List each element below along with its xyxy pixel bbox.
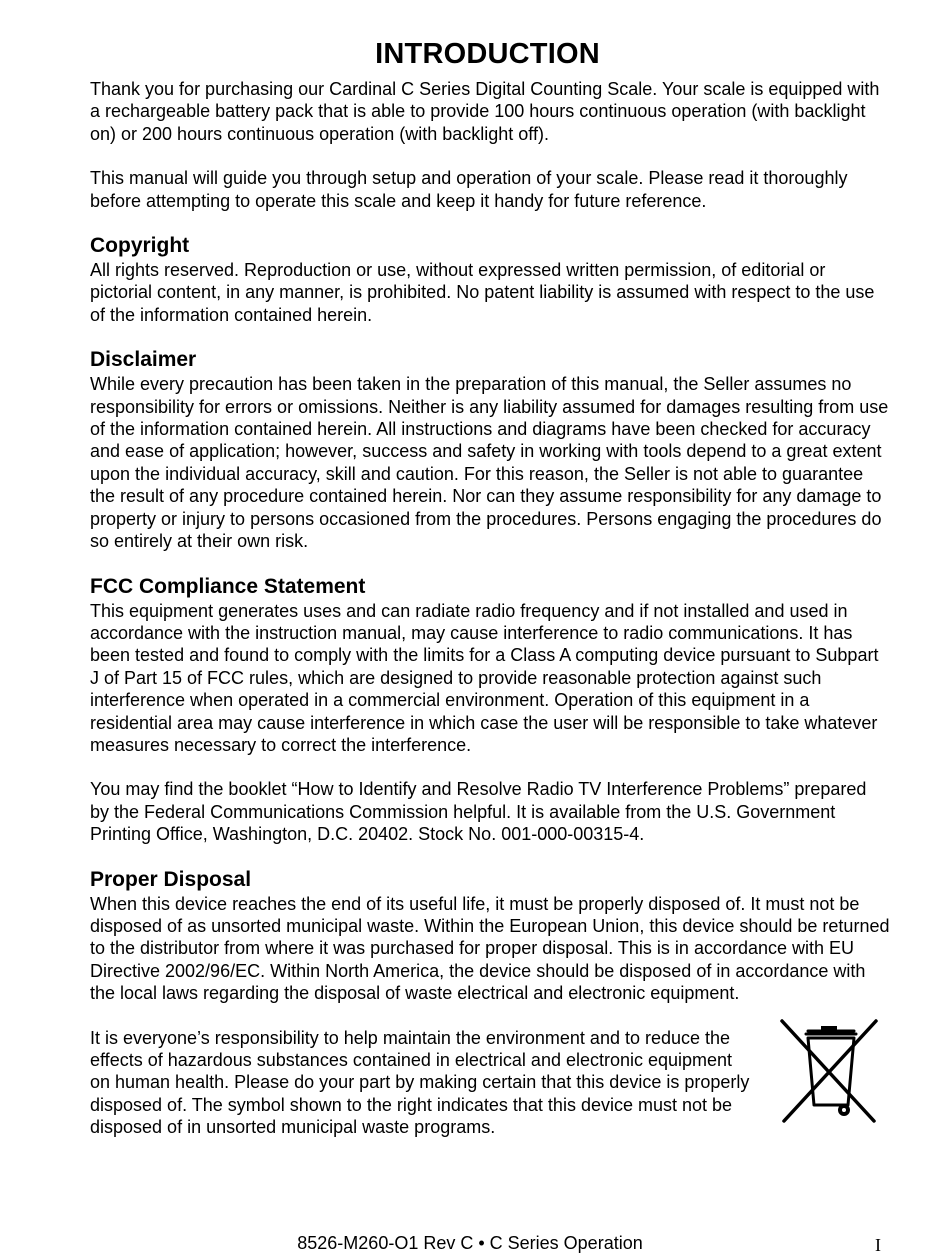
disposal-paragraph-2: It is everyone’s responsibility to help maintain the environment and to reduce the effects of hazardous substances contained in electrical and electronic equipment on human health. Please do your part by making certain that this device is properly disposed of. The symbol shown to the right indicates that this device must not be disposed of in unsorted municipal waste programs.: [90, 1027, 750, 1138]
intro-paragraph-2: This manual will guide you through setup and operation of your scale. Please read it thoroughly before attempting to operate this scale and keep it handy for future reference.: [90, 168, 848, 211]
fcc-paragraph-1: This equipment generates uses and can radiate radio frequency and if not installed and used in accordance with the instruction manual, may cause interference to radio communications. It has been tested and found to comply with the limits for a Class A computing device pursuant to Subpart J of Part 15 of FCC rules, which are designed to provide reasonable protection against such interference when operated in a commercial environment. Operation of this equipment in a residential area may cause interference in which case the user will be responsible to take whatever measures necessary to correct the interference.: [90, 600, 879, 755]
copyright-heading: Copyright: [90, 234, 190, 258]
disclaimer-section: [90, 347, 890, 552]
page-content: [90, 78, 890, 1139]
intro-paragraph-1: Thank you for purchasing our Cardinal C Series Digital Counting Scale. Your scale is equipped with a rechargeable battery pack that is able to provide 100 hours continuous operation (with backlight on) or 200 hours continuous operation (with backlight off).: [90, 79, 880, 144]
disposal-paragraph-1: When this device reaches the end of its useful life, it must be properly disposed of. It must not be disposed of as unsorted municipal waste. Within the European Union, this device should be returned to the distributor from where it was purchased for proper disposal. This is in accordance with EU Directive 2002/96/EC. Within North America, the device should be disposed of in accordance with the local laws regarding the disposal of waste electrical and electronic equipment.: [90, 893, 890, 1004]
copyright-section: [90, 233, 890, 326]
footer-page-number: I: [875, 1235, 881, 1255]
intro-section: [90, 78, 890, 212]
page-title: INTRODUCTION: [375, 38, 600, 70]
copyright-paragraph: All rights reserved. Reproduction or use, without expressed written permission, of editorial or pictorial content, in any manner, is prohibited. No patent liability is assumed with respect to the use of the information contained herein.: [90, 260, 875, 325]
fcc-section: [90, 574, 890, 846]
disposal-section: [90, 867, 890, 1139]
fcc-heading: FCC Compliance Statement: [90, 574, 366, 598]
disclaimer-heading: Disclaimer: [90, 348, 197, 372]
disposal-heading: Proper Disposal: [90, 867, 252, 891]
disclaimer-paragraph: While every precaution has been taken in the preparation of this manual, the Seller assumes no responsibility for errors or omissions. Neither is any liability assumed for damages resulting from use of the information contained herein. All instructions and diagrams have been checked for accuracy and ease of application; however, success and safety in working with tools depend to a great extent upon the individual accuracy, skill and caution. For this reason, the Seller is not able to guarantee the result of any procedure contained herein. Nor can they assume responsibility for any damage to property or injury to persons occasioned from the procedures. Persons engaging the procedures do so entirely at their own risk.: [90, 374, 889, 552]
page-footer: [0, 1232, 950, 1256]
fcc-paragraph-2: You may find the booklet “How to Identify and Resolve Radio TV Interference Problems” prepared by the Federal Communications Commission helpful. It is available from the U.S. Government Printing Office, Washington, D.C. 20402. Stock No. 001-000-00315-4.: [90, 779, 867, 845]
disposal-notice: [90, 1027, 890, 1139]
footer-document-id: 8526-M260-O1 Rev C • C Series Operation: [297, 1233, 643, 1253]
crossed-out-wheelie-bin-icon: [778, 1017, 880, 1129]
